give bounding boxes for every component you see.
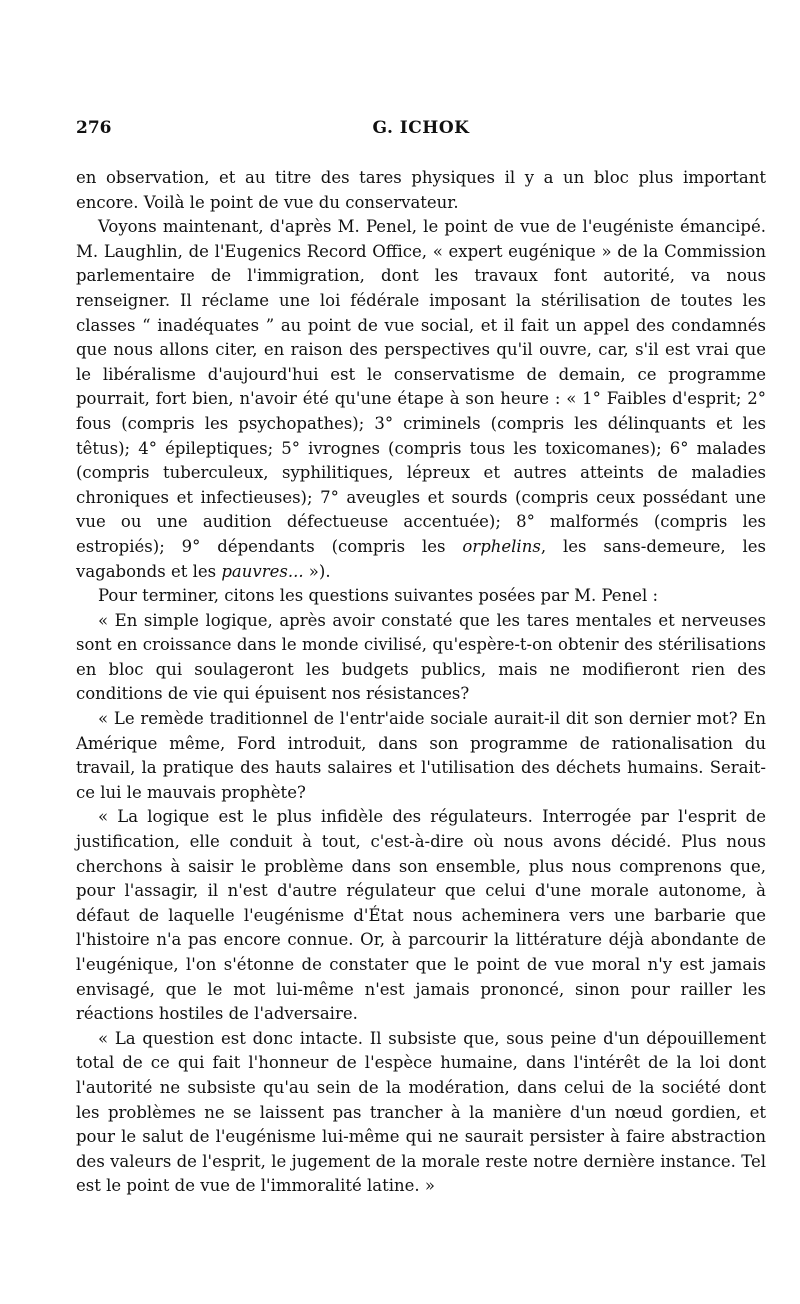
italic-pauvres: pauvres... (221, 561, 304, 581)
italic-orphelins: orphelins (462, 536, 541, 556)
paragraph-quote-logique: « En simple logique, après avoir constaté que les tares mentales et nerveuses sont en croissance dans le monde civilisé, qu'espère-t-on obtenir des stérilisations en bloc qui soulageront les budgets publics, mais ne modifieront rien des conditions de vie qui épuisent nos résistances? (76, 610, 766, 704)
page-header (76, 118, 766, 158)
paragraph-laughlin (76, 215, 766, 584)
paragraph-intro-questions: Pour terminer, citons les questions suivantes posées par M. Penel : (98, 586, 659, 606)
body-text (76, 166, 766, 1199)
paragraph-quote-remede: « Le remède traditionnel de l'entr'aide sociale aurait-il dit son dernier mot? En Amérique même, Ford introduit, dans son programme de rationalisation du travail, la pratique des hauts salaires et l'utilisation des déchets humains. Serait-ce lui le mauvais prophète? (76, 709, 766, 802)
paragraph-text: Voyons maintenant, d'après M. Penel, le point de vue de l'eugéniste émancipé. M. Laughlin, de l'Eugenics Record Office, « expert eugénique » de la Commission parlementaire de l'immigration, dont les travaux font autorité, va nous renseigner. Il réclame une loi fédérale imposant la stérilisation de toutes les classes “ inadéquates ” au point de vue social, et il fait un appel des condamnés que nous allons citer, en raison des perspectives qu'il ouvre, car, s'il est vrai que le libéralisme d'aujourd'hui est le conservatisme de demain, ce programme pourrait, fort bien, n'avoir été qu'une étape à son heure : « 1° Faibles d'esprit; 2° fous (compris les psychopathes); 3° criminels (compris les délinquants et les têtus); 4° épileptiques; 5° ivrognes (compris tous les toxicomanes); 6° malades (compris tuberculeux, syphilitiques, lépreux et autres atteints de maladies chroniques et infectieuses); 7° aveugles et sourds (compris ceux possédant une vue ou une audition défectueuse accentuée); 8° malformés (compris les estropiés); 9° dépendants (compris les (76, 217, 766, 556)
paragraph-text: »). (303, 561, 331, 581)
paragraph-quote-regulateurs: « La logique est le plus infidèle des régulateurs. Interrogée par l'esprit de justification, elle conduit à tout, c'est-à-dire où nous avons décidé. Plus nous cherchons à saisir le problème dans son ensemble, plus nous comprenons que, pour l'assagir, il n'est d'autre régulateur que celui d'une morale autonome, à défaut de laquelle l'eugénisme d'État nous acheminera vers une barbarie que l'histoire n'a pas encore connue. Or, à parcourir la littérature déjà abondante de l'eugénique, l'on s'étonne de constater que le point de vue moral n'y est jamais envisagé, que le mot lui-même n'est jamais prononcé, sinon pour railler les réactions hostiles de l'adversaire. (76, 807, 766, 1024)
running-head: G. ICHOK (372, 118, 470, 138)
paragraph-quote-question: « La question est donc intacte. Il subsiste que, sous peine d'un dépouillement total de ce qui fait l'honneur de l'espèce humaine, dans l'intérêt de la loi dont l'autorité ne subsiste qu'au sein de la modération, dans celui de la société dont les problèmes ne se laissent pas trancher à la manière d'un nœud gordien, et pour le salut de l'eugénisme lui-même qui ne saurait persister à faire abstraction des valeurs de l'esprit, le jugement de la morale reste notre dernière instance. Tel est le point de vue de l'immoralité latine. » (76, 1028, 766, 1196)
book-page (76, 110, 766, 1199)
paragraph-continuation: en observation, et au titre des tares physiques il y a un bloc plus important encore. Voilà le point de vue du conservateur. (76, 168, 766, 212)
page-number: 276 (76, 118, 112, 138)
paragraph-text: , les sans-demeure, les vagabonds et les (76, 536, 767, 581)
